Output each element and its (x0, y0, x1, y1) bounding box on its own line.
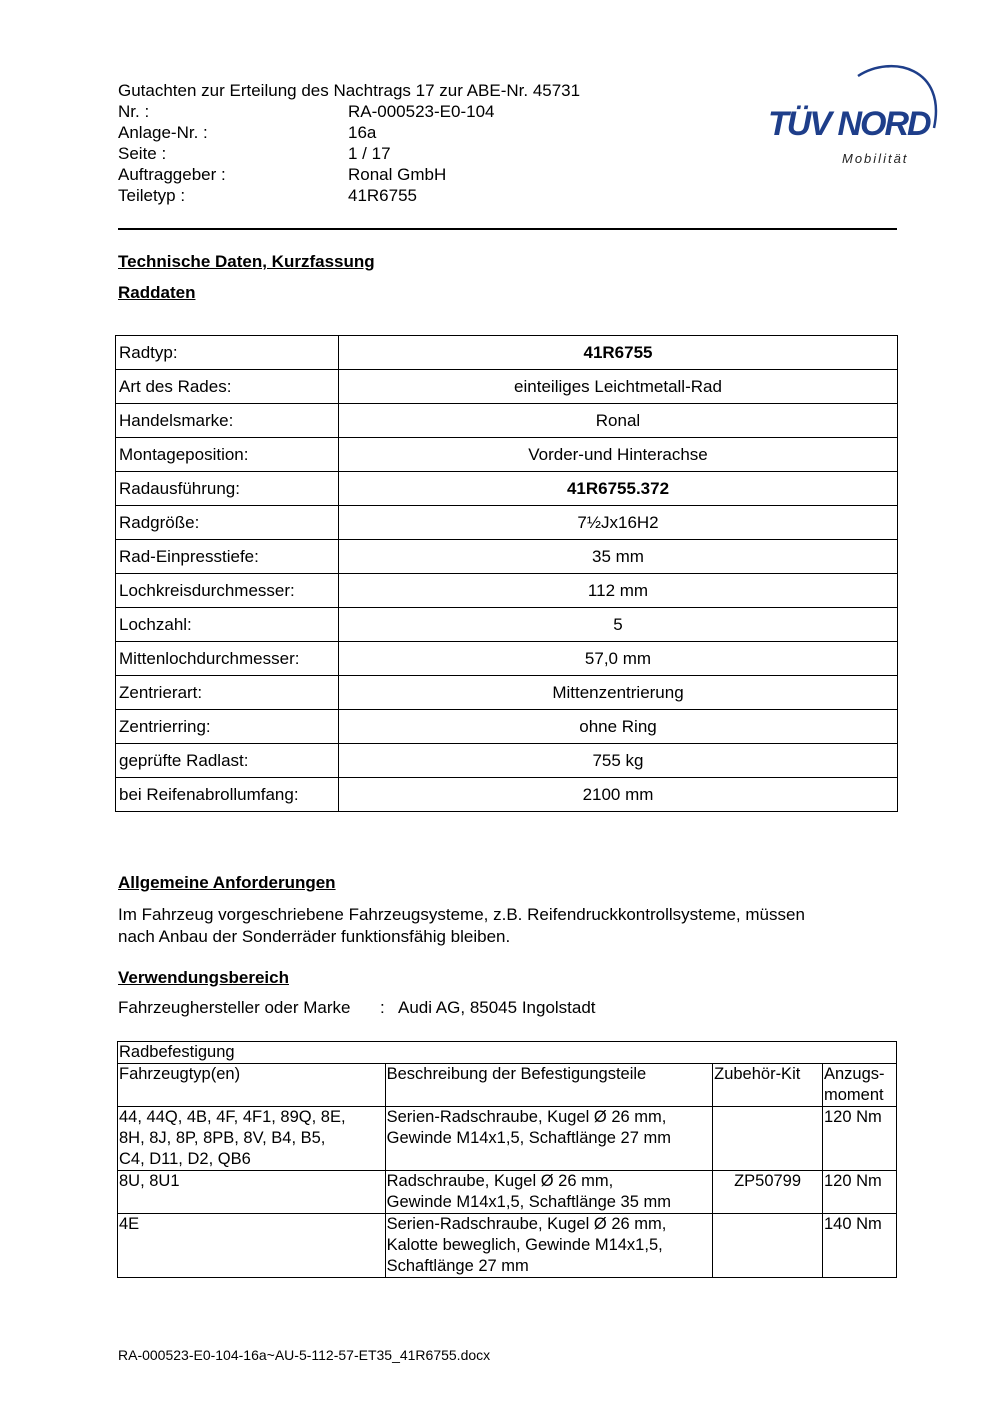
table-row: Zentrierring: ohne Ring (116, 710, 898, 744)
table-row: Radtyp: 41R6755 (116, 336, 898, 370)
manufacturer-line: Fahrzeughersteller oder Marke : Audi AG, 85045 Ingolstadt (118, 998, 596, 1017)
table-row: Radausführung: 41R6755.372 (116, 472, 898, 506)
table-row: Radgröße: 7½Jx16H2 (116, 506, 898, 540)
header-divider (118, 228, 897, 230)
manufacturer-value: Audi AG, 85045 Ingolstadt (398, 998, 596, 1017)
table-row: Lochkreisdurchmesser: 112 mm (116, 574, 898, 608)
table-title-row: Radbefestigung (118, 1042, 897, 1064)
wheel-data-table (115, 335, 898, 812)
heading-technical-data: Technische Daten, Kurzfassung (118, 252, 375, 271)
table-row: Zentrierart: Mittenzentrierung (116, 676, 898, 710)
document-header (118, 80, 580, 206)
heading-application-range: Verwendungsbereich (118, 968, 289, 987)
table-row: bei Reifenabrollumfang: 2100 mm (116, 778, 898, 812)
logo-subtitle: Mobilität (842, 151, 909, 166)
table-row: Mittenlochdurchmesser: 57,0 mm (116, 642, 898, 676)
header-row-teiletyp: Teiletyp : 41R6755 (118, 186, 418, 205)
report-title: Gutachten zur Erteilung des Nachtrags 17 zur ABE-Nr. 45731 (118, 81, 581, 100)
manufacturer-label: Fahrzeughersteller oder Marke (118, 998, 351, 1017)
table-row: Art des Rades: einteiliges Leichtmetall-Rad (116, 370, 898, 404)
table-row: Rad-Einpresstiefe: 35 mm (116, 540, 898, 574)
header-row-auftraggeber: Auftraggeber : Ronal GmbH (118, 165, 447, 184)
header-row-seite: Seite : 1 / 17 (118, 144, 391, 163)
table-row: Handelsmarke: Ronal (116, 404, 898, 438)
header-row-anlage: Anlage-Nr. : 16a (118, 123, 377, 142)
heading-general-requirements: Allgemeine Anforderungen (118, 873, 336, 892)
tuev-nord-logo (762, 58, 942, 173)
heading-wheel-data: Raddaten (118, 283, 196, 302)
header-row-nr: Nr. : RA-000523-E0-104 (118, 102, 495, 121)
table-row: geprüfte Radlast: 755 kg (116, 744, 898, 778)
table-row: 44, 44Q, 4B, 4F, 4F1, 89Q, 8E, 8H, 8J, 8P, 8PB, 8V, B4, B5, C4, D11, D2, QB6 Serien-Radschraube, Kugel Ø 26 mm, Gewinde M14x1,5, Schaftlänge 27 mm 120 Nm (118, 1107, 897, 1171)
footer-filename: RA-000523-E0-104-16a~AU-5-112-57-ET35_41R6755.docx (118, 1347, 491, 1363)
table-row: Lochzahl: 5 (116, 608, 898, 642)
table-row: 8U, 8U1 Radschraube, Kugel Ø 26 mm, Gewinde M14x1,5, Schaftlänge 35 mm ZP50799 120 Nm (118, 1171, 897, 1214)
fastening-table (117, 1041, 897, 1278)
logo-wordmark: TÜV NORD (768, 105, 930, 143)
table-header-row: Fahrzeugtyp(en) Beschreibung der Befestigungsteile Zubehör-Kit Anzugs- moment (118, 1064, 897, 1107)
table-row: Montageposition: Vorder-und Hinterachse (116, 438, 898, 472)
requirements-text: Im Fahrzeug vorgeschriebene Fahrzeugsysteme, z.B. Reifendruckkontrollsysteme, müssen nach Anbau der Sonderräder funktionsfähig bleiben. (118, 905, 805, 946)
table-row: 4E Serien-Radschraube, Kugel Ø 26 mm, Kalotte beweglich, Gewinde M14x1,5, Schaftlänge 27 mm 140 Nm (118, 1214, 897, 1278)
